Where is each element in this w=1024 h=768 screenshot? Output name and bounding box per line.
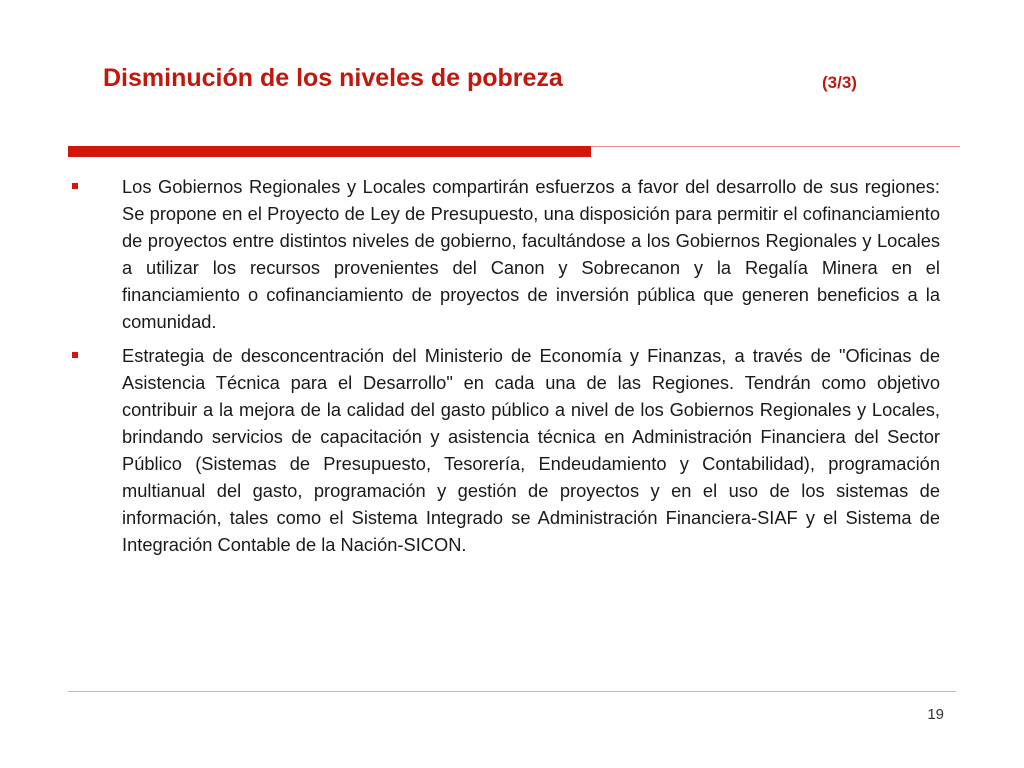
bullet-item [68,342,940,558]
page-number: 19 [927,706,944,723]
slide-title: Disminución de los niveles de pobreza [103,64,563,92]
bullet-item [68,173,940,335]
square-bullet-icon [72,183,78,189]
bullet-text: Los Gobiernos Regionales y Locales compartirán esfuerzos a favor del desarrollo de sus regiones: Se propone en el Proyecto de Ley de Presupuesto, una disposición para permitir el cofinanciamiento de proyectos entre distintos niveles de gobierno, facultándose a los Gobiernos Regionales y Locales a utilizar los recursos provenientes del Canon y Sobrecanon y la Regalía Minera en el financiamiento o cofinanciamiento de proyectos de inversión pública que generen beneficios a la comunidad. [122,176,940,332]
title-accent-bar [68,146,591,157]
footer-divider [68,691,956,692]
bullet-list [68,173,940,565]
title-accent-line [591,146,960,147]
square-bullet-icon [72,352,78,358]
bullet-text: Estrategia de desconcentración del Ministerio de Economía y Finanzas, a través de "Oficinas de Asistencia Técnica para el Desarrollo" en cada una de las Regiones. Tendrán como objetivo contribuir a la mejora de la calidad del gasto público a nivel de los Gobiernos Regionales y Locales, brindando servicios de capacitación y asistencia técnica en Administración Financiera del Sector Público (Sistemas de Presupuesto, Tesorería, Endeudamiento y Contabilidad), programación multianual del gasto, programación y gestión de proyectos y en el uso de los sistemas de información, tales como el Sistema Integrado se Administración Financiera-SIAF y el Sistema de Integración Contable de la Nación-SICON. [122,345,940,555]
slide-subtitle: (3/3) [822,73,857,92]
